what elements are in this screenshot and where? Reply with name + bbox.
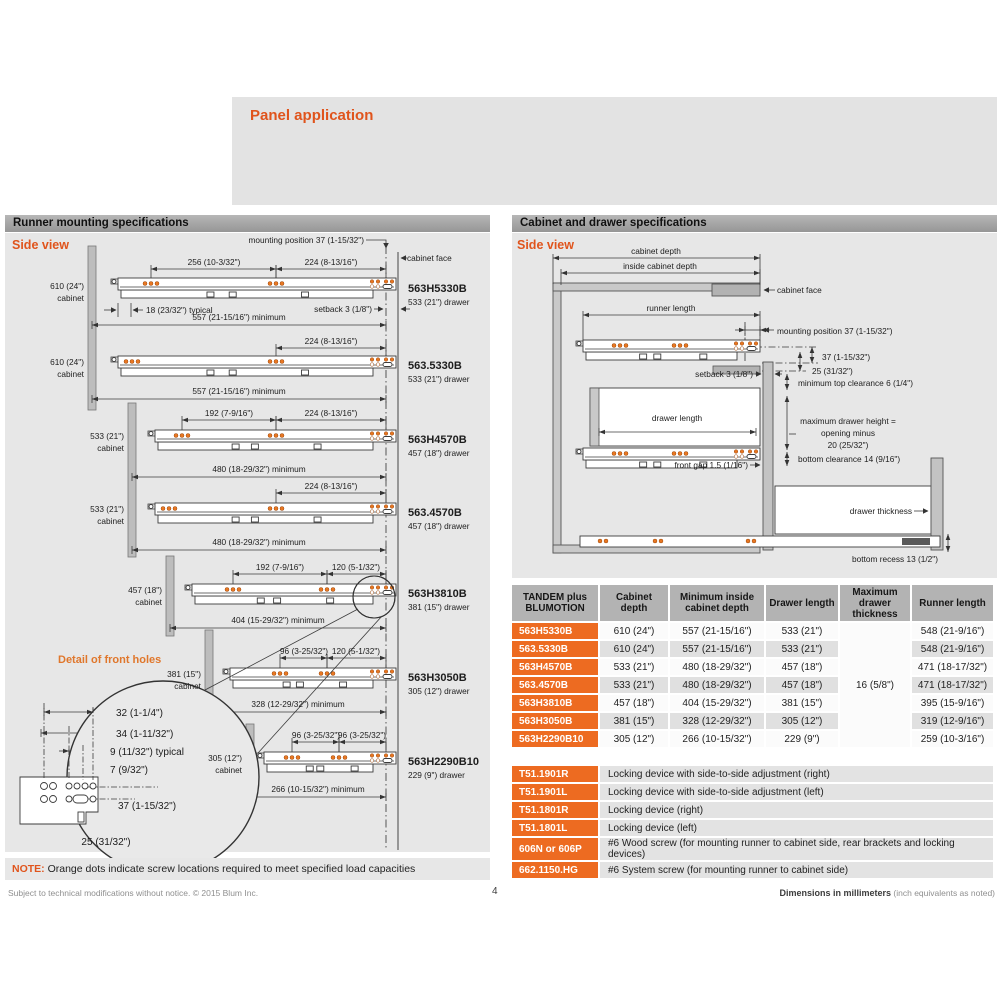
description-cell: Locking device with side-to-side adjustment (right) [600,766,993,782]
part-number: 563H2290B10 [408,756,479,768]
setback-label: setback 3 (1/8") [314,304,372,314]
detail-dim-label: 37 (1-15/32") [118,801,177,812]
value-cell: 533 (21") [600,677,668,693]
dim-label: 256 (10-3/32") [187,257,241,267]
part-number: 563.5330B [408,360,462,372]
top-clearance-label: minimum top clearance 6 (1/4") [798,378,913,388]
accessory-row [512,820,993,836]
front-gap-label: front gap 1.5 (1/16") [674,460,748,470]
drawer-size-label: 533 (21") drawer [408,374,470,384]
footer-right [780,888,996,898]
runner-length-label: runner length [646,303,696,313]
table-header-row [512,585,993,621]
right-section-header: Cabinet and drawer specifications [512,215,997,232]
footer-left: Subject to technical modifications without notice. © 2015 Blum Inc. [8,888,259,898]
accessory-row [512,838,993,860]
dim-label: 224 (8-13/16") [304,257,358,267]
max-drawer-height-label: 20 (25/32") [827,440,869,450]
description-cell: Locking device (left) [600,820,993,836]
typical-spacing-marks [104,303,143,317]
table-row [512,731,993,747]
cabinet-word: cabinet [97,443,124,453]
max-drawer-height-label: maximum drawer height = [800,416,896,426]
part-cell: 606N or 606P [512,838,598,860]
page-number: 4 [492,886,498,897]
value-cell: 404 (15-29/32") [670,695,764,711]
value-cell: 533 (21") [766,641,838,657]
specifications-table [510,583,995,749]
value-cell: 533 (21") [600,659,668,675]
footer-right-bold: Dimensions in millimeters [779,888,892,898]
detail-dim-label: 34 (1-11/32") [116,729,174,740]
drawer-front-panel [763,362,773,550]
table-row [512,659,993,675]
dim-label: 224 (8-13/16") [304,336,358,346]
note-bar [5,858,490,880]
dim-label: 25 (31/32") [812,366,853,376]
dim-label: 192 (7-9/16") [204,408,254,418]
drawer-length-label: drawer length [651,413,703,423]
value-cell: 471 (18-17/32") [912,677,993,693]
cabinet-word: cabinet [57,293,84,303]
minimum-label: 480 (18-29/32") minimum [212,464,306,474]
drawer-size-label: 457 (18") drawer [408,521,470,531]
mounting-position-leader [366,240,386,248]
table-row [512,677,993,693]
part-cell: 563H5330B [512,623,598,639]
bottom-runner-rail [580,536,940,547]
accessory-row [512,784,993,800]
detail-dim-label: 32 (1-1/4") [116,708,163,719]
detail-dim-label: 25 (31/32") [81,837,131,848]
cabinet-face-label: cabinet face [407,253,452,263]
accessory-row [512,766,993,782]
mounting-position-label: mounting position 37 (1-15/32") [777,326,893,336]
table-row [512,713,993,729]
value-cell: 305 (12") [766,713,838,729]
cabinet-size-label: 533 (21") [90,504,124,514]
part-cell: T51.1901R [512,766,598,782]
cabinet-word: cabinet [57,369,84,379]
value-cell: 229 (9") [766,731,838,747]
value-cell: 328 (12-29/32") [670,713,764,729]
drawer-size-label: 381 (15") drawer [408,602,470,612]
col-header: TANDEM plus BLUMOTION [512,585,598,621]
drawer-size-label: 533 (21") drawer [408,297,470,307]
value-cell: 266 (10-15/32") [670,731,764,747]
description-cell: #6 System screw (for mounting runner to cabinet side) [600,862,993,878]
minimum-label: 557 (21-15/16") minimum [192,386,286,396]
drawer-size-label: 305 (12") drawer [408,686,470,696]
part-cell: 563.4570B [512,677,598,693]
col-header: Minimum inside cabinet depth [670,585,764,621]
dim-label: 120 (5-1/32") [331,646,381,656]
value-cell: 610 (24") [600,641,668,657]
cabinet-size-label: 610 (24") [50,281,84,291]
cabinet-face-label: cabinet face [777,285,822,295]
cabinet-face-block [712,284,760,296]
value-cell: 557 (21-15/16") [670,623,764,639]
dim-label: 96 (3-25/32") [337,730,387,740]
accessory-row [512,802,993,818]
value-cell: 471 (18-17/32") [912,659,993,675]
bottom-recess-label: bottom recess 13 (1/2") [852,554,938,564]
minimum-label: 480 (18-29/32") minimum [212,537,306,547]
mounting-position-label: mounting position 37 (1-15/32") [248,235,364,245]
accessory-row [512,862,993,878]
detail-dim-label: 7 (9/32") [110,765,149,776]
cabinet-word: cabinet [97,516,124,526]
part-number: 563H5330B [408,283,467,295]
col-header: Cabinet depth [600,585,668,621]
value-cell: 610 (24") [600,623,668,639]
value-cell: 533 (21") [766,623,838,639]
accessories-table [510,764,995,880]
right-side-view-label: Side view [517,238,574,252]
bottom-clearance-label: bottom clearance 14 (9/16") [798,454,901,464]
value-cell: 381 (15") [766,695,838,711]
value-cell: 457 (18") [766,677,838,693]
part-cell: 662.1150.HG [512,862,598,878]
value-cell: 480 (18-29/32") [670,677,764,693]
value-cell: 395 (15-9/16") [912,695,993,711]
dim-label: 192 (7-9/16") [255,562,305,572]
value-cell: 480 (18-29/32") [670,659,764,675]
dim-label: 96 (3-25/32") [279,646,329,656]
dim-label: 37 (1-15/32") [822,352,871,362]
value-cell: 557 (21-15/16") [670,641,764,657]
part-cell: T51.1801R [512,802,598,818]
part-cell: T51.1801L [512,820,598,836]
description-cell: Locking device with side-to-side adjustment (left) [600,784,993,800]
drawer-size-label: 229 (9") drawer [408,770,465,780]
footer-right-rest: (inch equivalents as noted) [891,888,995,898]
dim-label: 120 (5-1/32") [331,562,381,572]
cabinet-word: cabinet [215,765,242,775]
typical-spacing-label: 18 (23/32") typical [146,305,213,315]
max-drawer-height-label: opening minus [821,428,875,438]
value-cell: 319 (12-9/16") [912,713,993,729]
setback-label: setback 3 (1/8") [695,369,753,379]
rail-end-insert [902,538,930,545]
thickness-cell: 16 (5/8") [840,623,910,747]
drawer-back-panel [590,388,599,446]
description-cell: #6 Wood screw (for mounting runner to cabinet side, rear brackets and locking devices) [600,838,993,860]
drawer-thickness-label: drawer thickness [849,506,912,516]
cabinet-depth-label: cabinet depth [631,246,681,256]
dim-label: 224 (8-13/16") [304,481,358,491]
col-header: Drawer length [766,585,838,621]
table-row [512,623,993,639]
table-row [512,695,993,711]
drawer-size-label: 457 (18") drawer [408,448,470,458]
note-label: NOTE: [12,863,45,875]
part-number: 563H3810B [408,588,467,600]
cabinet-size-label: 533 (21") [90,431,124,441]
col-header: Runner length [912,585,993,621]
cabinet-size-label: 381 (15") [167,669,201,679]
part-cell: 563H4570B [512,659,598,675]
value-cell: 259 (10-3/16") [912,731,993,747]
value-cell: 548 (21-9/16") [912,641,993,657]
left-side-view-label: Side view [12,238,69,252]
minimum-label: 266 (10-15/32") minimum [271,784,365,794]
cabinet-size-label: 305 (12") [208,753,242,763]
dim-label: 96 (3-25/32") [291,730,341,740]
part-number: 563H4570B [408,434,467,446]
minimum-label: 328 (12-29/32") minimum [251,699,345,709]
part-cell: 563H2290B10 [512,731,598,747]
minimum-label: 404 (15-29/32") minimum [231,615,325,625]
value-cell: 457 (18") [766,659,838,675]
part-cell: 563H3810B [512,695,598,711]
part-cell: 563H3050B [512,713,598,729]
cabinet-size-label: 610 (24") [50,357,84,367]
value-cell: 548 (21-9/16") [912,623,993,639]
value-cell: 381 (15") [600,713,668,729]
value-cell: 457 (18") [600,695,668,711]
left-section-header: Runner mounting specifications [5,215,490,232]
front-holes-detail [20,576,395,873]
detail-title: Detail of front holes [58,654,162,666]
detail-dim-label: 9 (11/32") typical [110,747,184,758]
part-cell: 563.5330B [512,641,598,657]
panel-application-title: Panel application [250,107,374,124]
cabinet-word: cabinet [135,597,162,607]
part-cell: T51.1901L [512,784,598,800]
cabinet-word: cabinet [174,681,201,691]
description-cell: Locking device (right) [600,802,993,818]
table-row [512,641,993,657]
minimum-label: 557 (21-15/16") minimum [192,312,286,322]
part-number: 563H3050B [408,672,467,684]
note-text: Orange dots indicate screw locations required to meet specified load capacities [44,863,416,875]
inside-cabinet-depth-label: inside cabinet depth [623,261,697,271]
dim-label: 224 (8-13/16") [304,408,358,418]
value-cell: 305 (12") [600,731,668,747]
part-number: 563.4570B [408,507,462,519]
col-header: Maximum drawer thickness [840,585,910,621]
cabinet-size-label: 457 (18") [128,585,162,595]
